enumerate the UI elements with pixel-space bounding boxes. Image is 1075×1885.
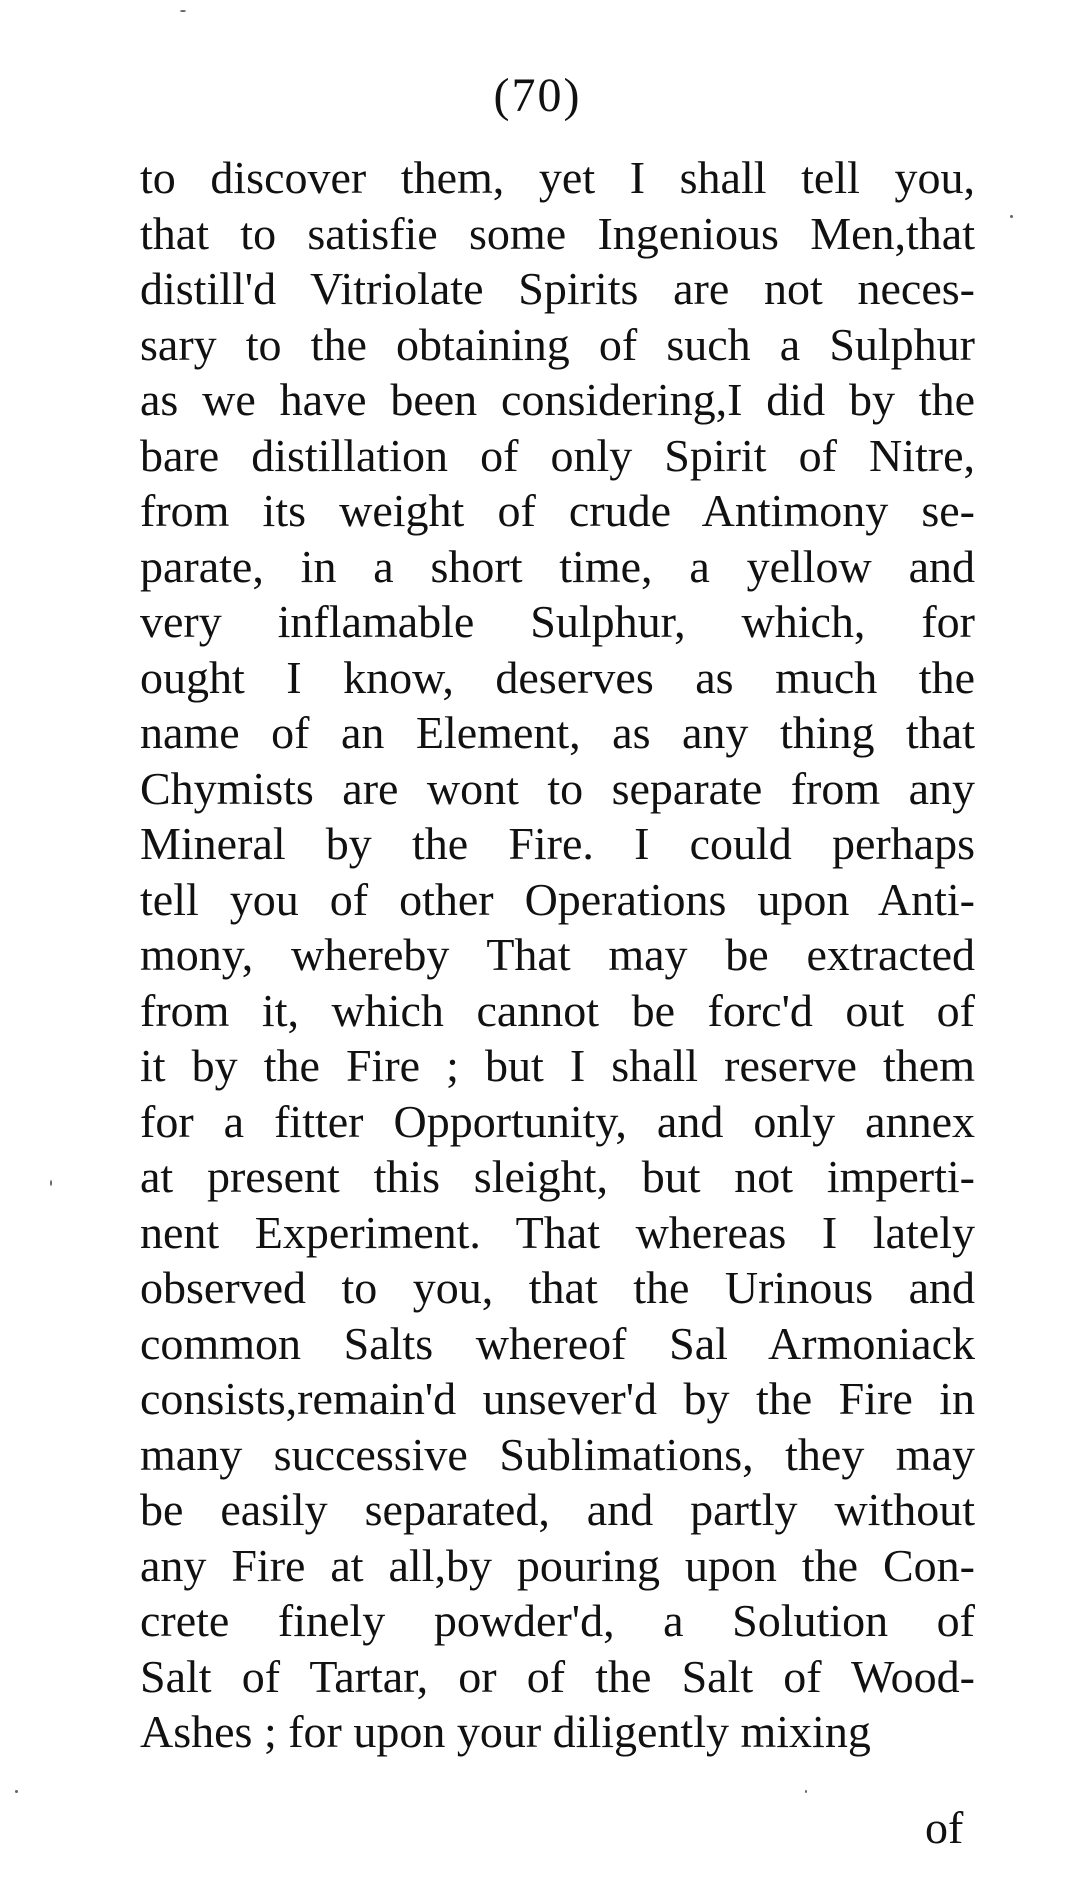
text-line: Ashes ; for upon your diligently mixing [140,1706,871,1757]
text-line: Salt of Tartar, or of the Salt of Wood- [140,1650,975,1702]
scan-speck [50,1180,52,1186]
scan-speck [805,1790,807,1793]
scan-speck [15,1790,18,1793]
text-line: Mineral by the Fire. I could perhaps [140,818,975,869]
text-line: crete finely powder'd, a Solution of [140,1595,975,1646]
text-line: parate, in a short time, a yellow and [140,540,975,592]
text-line: sary to the obtaining of such a Sulphur [140,318,975,370]
text-line: from its weight of crude Antimony se- [140,485,975,536]
text-line: to discover them, yet I shall tell you, [140,152,975,203]
text-line: tell you of other Operations upon Anti- [140,873,975,925]
text-line: common Salts whereof Sal Armoniack [140,1317,975,1369]
text-line: bare distillation of only Spirit of Nitre, [140,429,975,481]
text-line: that to satisfie some Ingenious Men,that [140,207,975,259]
text-line: very inflamable Sulphur, which, for [140,596,975,647]
text-line: any Fire at all,by pouring upon the Con- [140,1539,975,1591]
text-line: name of an Element, as any thing that [140,707,975,758]
scan-speck [1010,215,1013,218]
text-line: from it, which cannot be forc'd out of [140,984,975,1036]
text-line: distill'd Vitriolate Spirits are not neces- [140,263,975,314]
body-text [140,150,975,1760]
text-line: at present this sleight, but not imperti- [140,1151,975,1202]
page-number: (70) [493,69,582,122]
text-line: as we have been considering,I did by the [140,374,975,425]
catchword: of [925,1802,964,1853]
text-line: Chymists are wont to separate from any [140,762,975,814]
text-line: ought I know, deserves as much the [140,651,975,703]
text-line: be easily separated, and partly without [140,1484,975,1535]
text-line: mony, whereby That may be extracted [140,929,975,980]
scan-speck [180,10,186,12]
text-line: nent Experiment. That whereas I lately [140,1206,975,1258]
text-line: observed to you, that the Urinous and [140,1262,975,1313]
text-line: consists,remain'd unsever'd by the Fire in [140,1373,975,1424]
text-line: it by the Fire ; but I shall reserve them [140,1040,975,1091]
text-line: many successive Sublimations, they may [140,1428,975,1480]
text-line: for a fitter Opportunity, and only annex [140,1095,975,1147]
